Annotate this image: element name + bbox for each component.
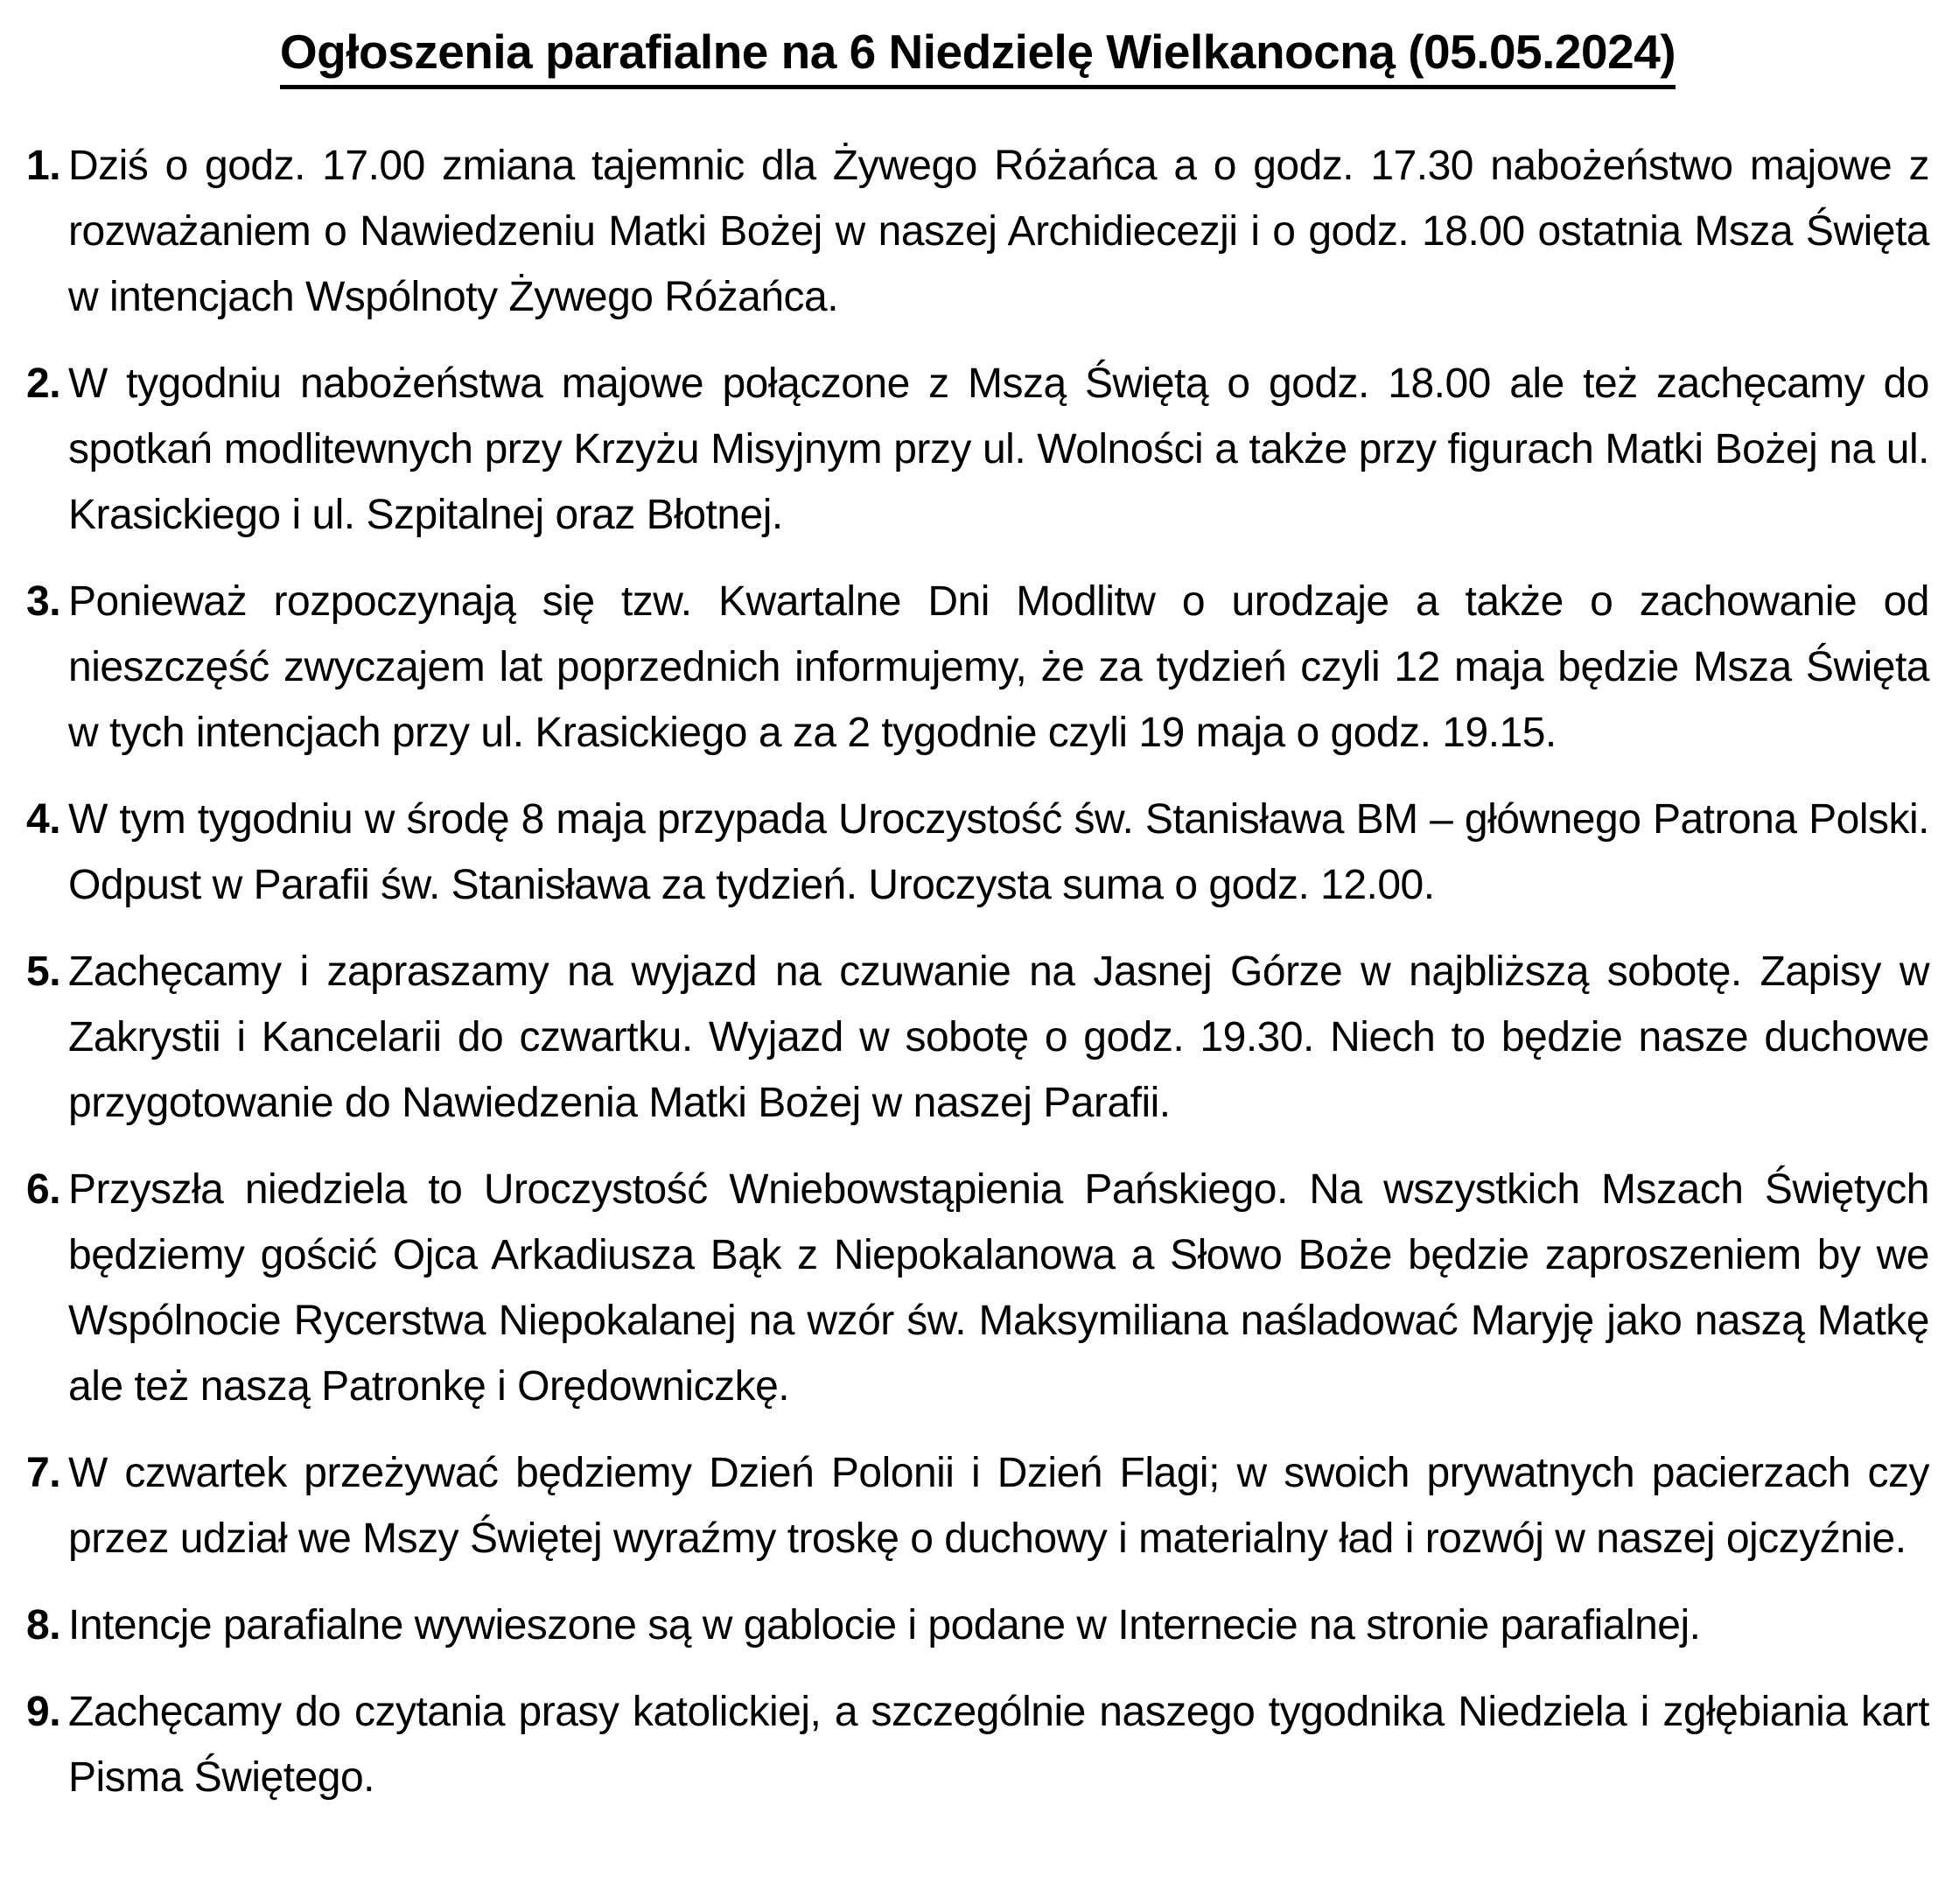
announcement-number: 3. bbox=[26, 578, 61, 625]
announcement-item bbox=[26, 1440, 1929, 1572]
document-title bbox=[26, 23, 1929, 89]
announcement-text: W tym tygodniu w środę 8 maja przypada Uroczystość św. Stanisława BM – głównego Patrona Polski. Odpust w Parafii św. Stanisława za tydzień. Uroczysta suma o godz. 12.00. bbox=[68, 796, 1929, 908]
announcement-number: 6. bbox=[26, 1166, 61, 1213]
announcement-text: Zachęcamy do czytania prasy katolickiej, a szczególnie naszego tygodnika Niedziela i zgłębiania kart Pisma Świętego. bbox=[68, 1689, 1929, 1801]
announcement-item bbox=[26, 1679, 1929, 1810]
announcement-text: Zachęcamy i zapraszamy na wyjazd na czuwanie na Jasnej Górze w najbliższą sobotę. Zapisy w Zakrystii i Kancelarii do czwartku. Wyjazd w sobotę o godz. 19.30. Niech to będzie nasze duchowe przygotowanie do Nawiedzenia Matki Bożej w naszej Parafii. bbox=[68, 948, 1929, 1126]
announcement-item bbox=[26, 1592, 1929, 1658]
announcement-text: Intencje parafialne wywieszone są w gablocie i podane w Internecie na stronie parafialnej. bbox=[68, 1602, 1701, 1648]
announcement-number: 9. bbox=[26, 1689, 61, 1735]
announcement-number: 5. bbox=[26, 948, 61, 995]
announcement-text: Ponieważ rozpoczynają się tzw. Kwartalne Dni Modlitw o urodzaje a także o zachowanie od nieszczęść zwyczajem lat poprzednich informujemy, że za tydzień czyli 12 maja będzie Msza Święta w tych intencjach przy ul. Krasickiego a za 2 tygodnie czyli 19 maja o godz. 19.15. bbox=[68, 578, 1929, 756]
announcement-text: Przyszła niedziela to Uroczystość Wniebowstąpienia Pańskiego. Na wszystkich Mszach Świętych będziemy gościć Ojca Arkadiusza Bąk z Niepokalanowa a Słowo Boże będzie zaproszeniem by we Wspólnocie Rycerstwa Niepokalanej na wzór św. Maksymiliana naśladować Maryję jako naszą Matkę ale też naszą Patronkę i Orędowniczkę. bbox=[68, 1166, 1929, 1410]
announcement-number: 7. bbox=[26, 1450, 61, 1496]
announcement-item bbox=[26, 787, 1929, 918]
announcement-number: 2. bbox=[26, 360, 61, 407]
announcement-item bbox=[26, 569, 1929, 766]
announcement-number: 4. bbox=[26, 796, 61, 843]
announcement-item bbox=[26, 133, 1929, 330]
announcement-text: W tygodniu nabożeństwa majowe połączone z Mszą Świętą o godz. 18.00 ale też zachęcamy do spotkań modlitewnych przy Krzyżu Misyjnym przy ul. Wolności a także przy figurach Matki Bożej na ul. Krasickiego i ul. Szpitalnej oraz Błotnej. bbox=[68, 360, 1929, 538]
announcement-text: Dziś o godz. 17.00 zmiana tajemnic dla Żywego Różańca a o godz. 17.30 nabożeństwo majowe z rozważaniem o Nawiedzeniu Matki Bożej w naszej Archidiecezji i o godz. 18.00 ostatnia Msza Święta w intencjach Wspólnoty Żywego Różańca. bbox=[68, 143, 1929, 320]
document-title-text: Ogłoszenia parafialne na 6 Niedzielę Wielkanocną (05.05.2024) bbox=[280, 23, 1676, 89]
announcement-list bbox=[26, 133, 1929, 1810]
announcement-text: W czwartek przeżywać będziemy Dzień Polonii i Dzień Flagi; w swoich prywatnych pacierzach czy przez udział we Mszy Świętej wyraźmy troskę o duchowy i materialny ład i rozwój w naszej ojczyźnie. bbox=[68, 1450, 1929, 1562]
announcement-number: 1. bbox=[26, 143, 61, 189]
announcement-item bbox=[26, 351, 1929, 548]
announcement-item bbox=[26, 939, 1929, 1136]
announcement-item bbox=[26, 1157, 1929, 1419]
announcement-number: 8. bbox=[26, 1602, 61, 1648]
